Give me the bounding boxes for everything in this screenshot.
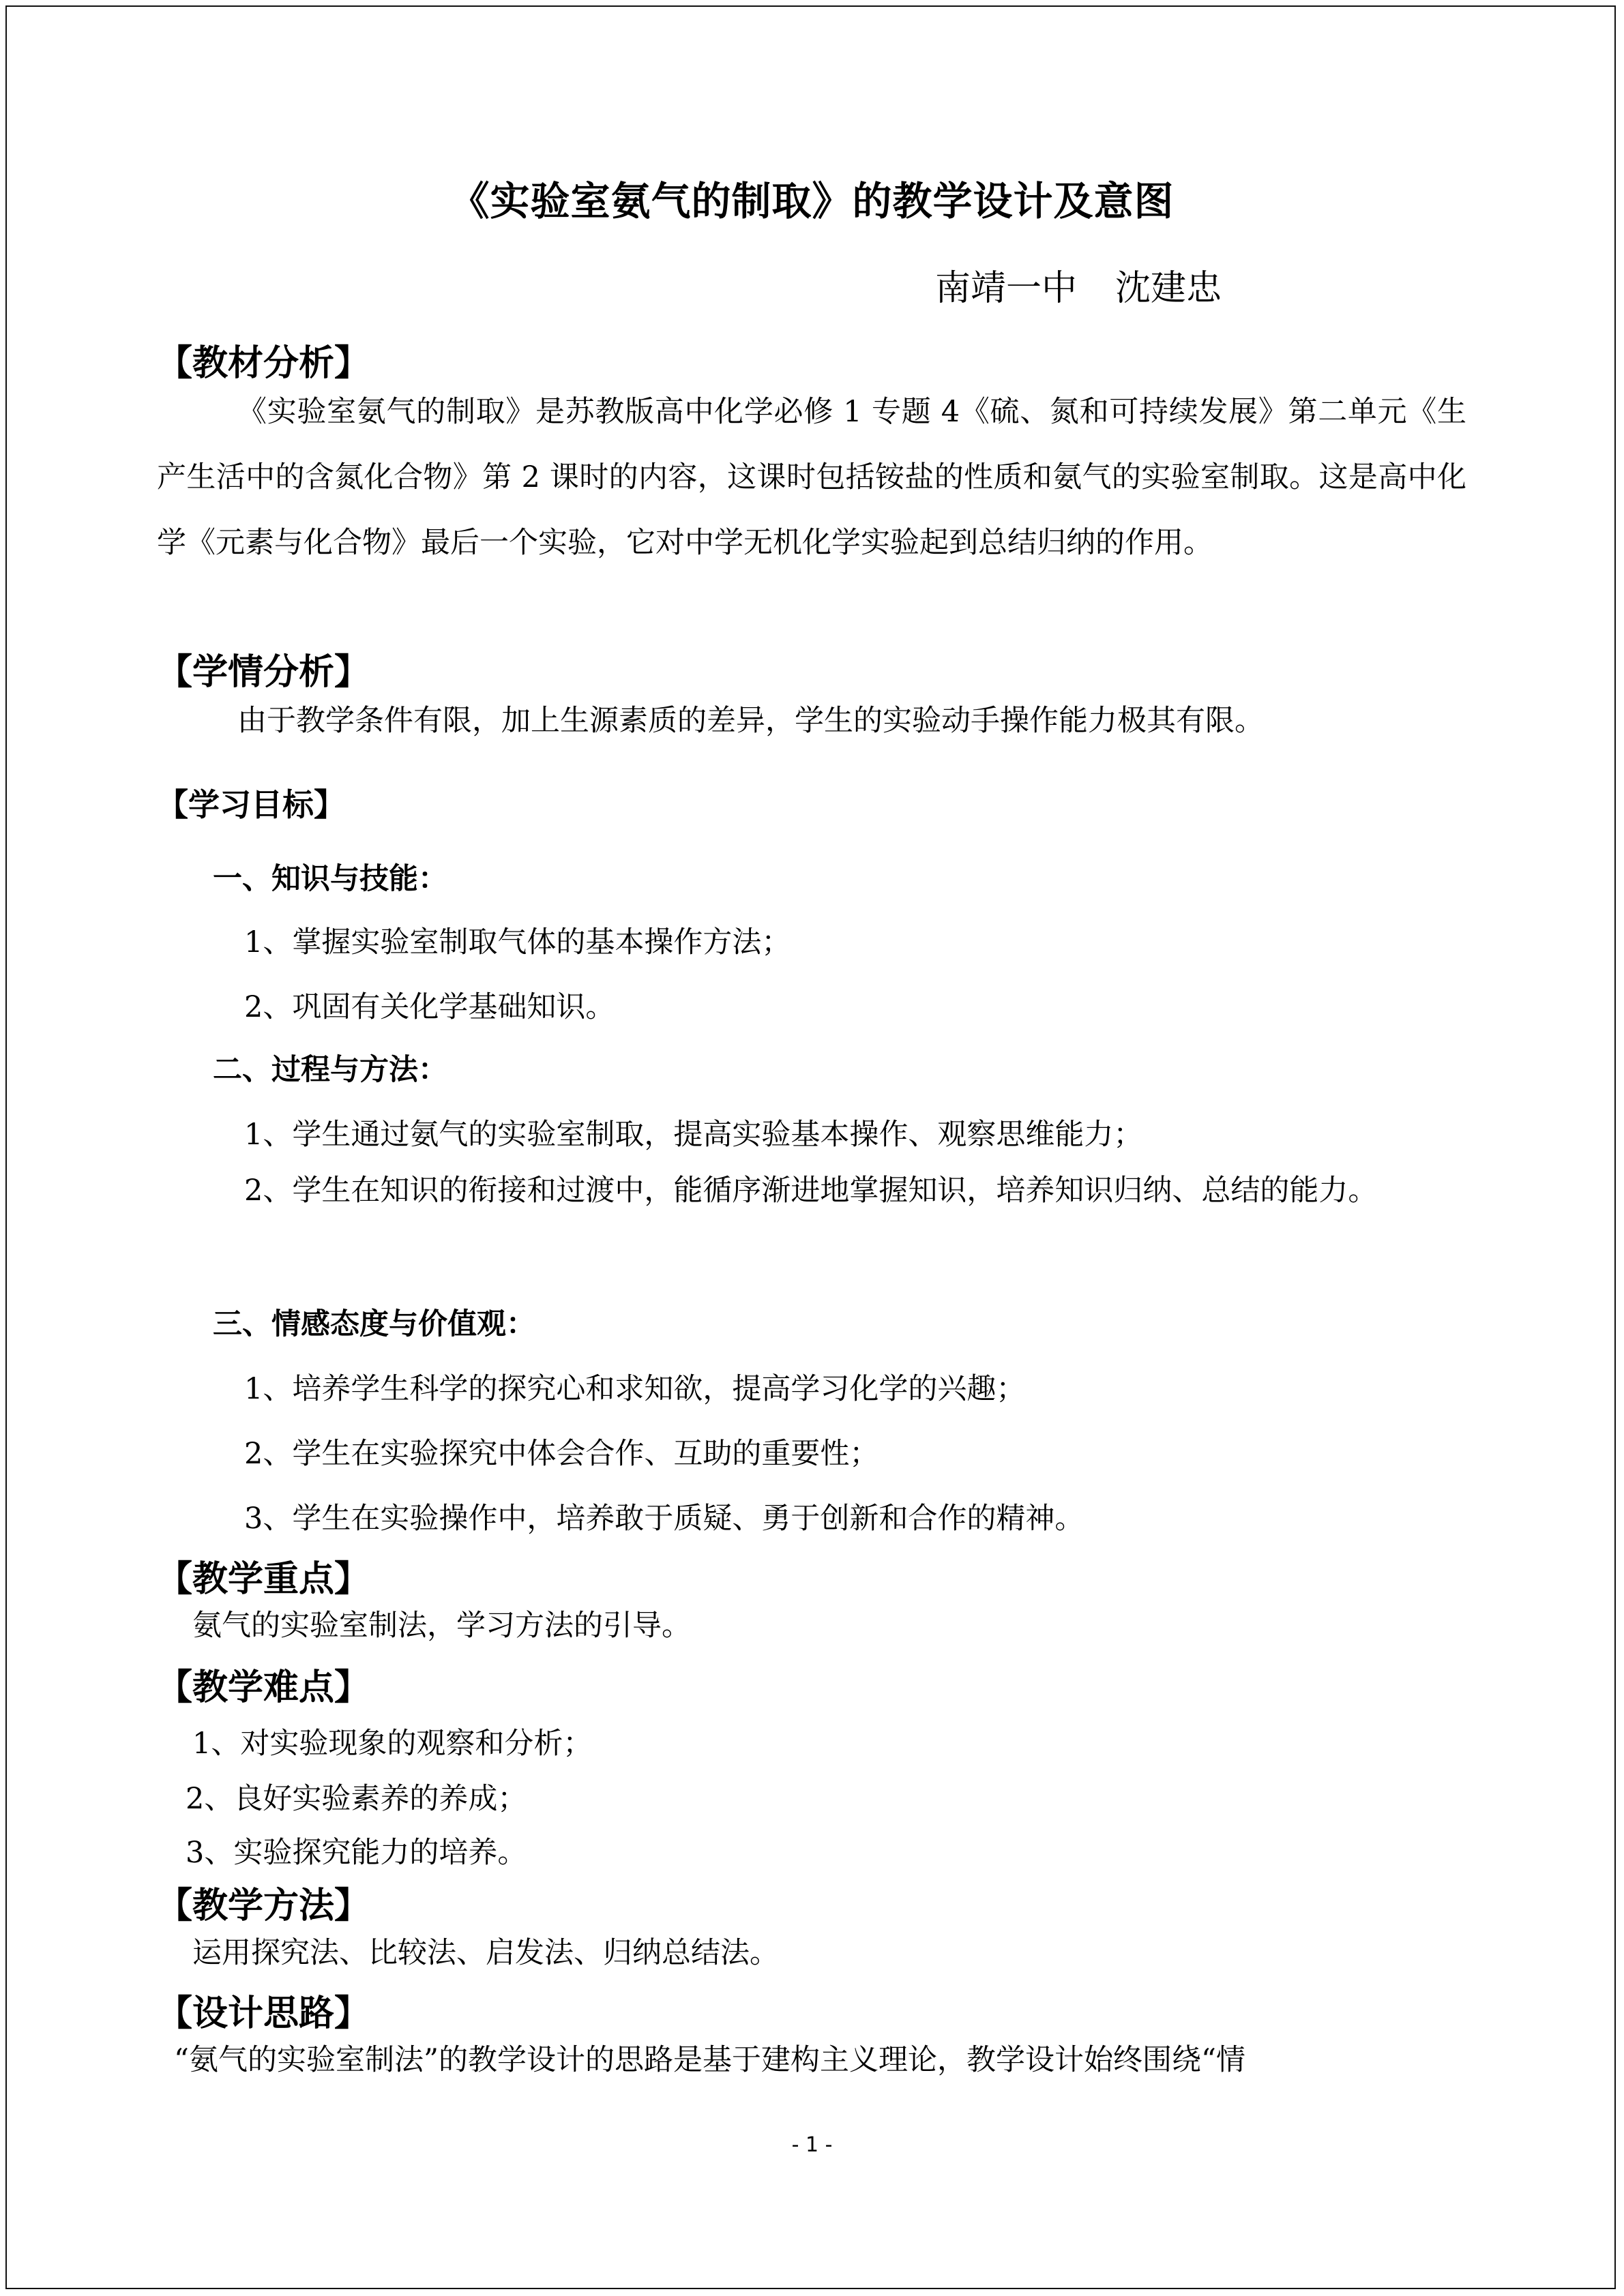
goal-emotion-item: 3、学生在实验操作中，培养敢于质疑、勇于创新和合作的精神。 bbox=[244, 1502, 1084, 1536]
goal-knowledge-item: 2、巩固有关化学基础知识。 bbox=[244, 990, 615, 1024]
author-line bbox=[935, 259, 1222, 310]
page-number: - 1 - bbox=[791, 2133, 833, 2157]
goal-process-item: 1、学生通过氨气的实验室制取，提高实验基本操作、观察思维能力； bbox=[244, 1118, 1143, 1152]
student-analysis-body: 由于教学条件有限，加上生源素质的差异，学生的实验动手操作能力极其有限。 bbox=[237, 704, 1264, 738]
section-heading-design: 【设计思路】 bbox=[157, 1993, 370, 2034]
design-body: “氨气的实验室制法”的教学设计的思路是基于建构主义理论，教学设计始终围绕“情 bbox=[174, 2043, 1245, 2077]
key-points-body: 氨气的实验室制法，学习方法的引导。 bbox=[192, 1609, 691, 1643]
difficulty-item: 2、良好实验素养的养成； bbox=[186, 1782, 527, 1816]
textbook-analysis-body: 《实验室氨气的制取》是苏教版高中化学必修 1 专题 4《硫、氮和可持续发展》第二单元《生产生活中的含氮化合物》第 2 课时的内容，这课时包括铵盐的性质和氨气的实验室制取。这是高中化学《元素与化合物》最后一个实验，它对中学无机化学实验起到总结归纳的作用。 bbox=[157, 395, 1466, 560]
goal-emotion-item: 1、培养学生科学的探究心和求知欲，提高学习化学的兴趣； bbox=[244, 1372, 1026, 1406]
goal-emotion-label: 三、情感态度与价值观： bbox=[213, 1307, 535, 1341]
document-title: 《实验室氨气的制取》的教学设计及意图 bbox=[449, 178, 1175, 224]
section-heading-key-points: 【教学重点】 bbox=[157, 1558, 370, 1600]
author-school: 南靖一中 bbox=[934, 268, 1077, 309]
section-heading-difficulties: 【教学难点】 bbox=[157, 1667, 370, 1708]
section-heading-textbook: 【教材分析】 bbox=[157, 342, 370, 384]
methods-body: 运用探究法、比较法、启发法、归纳总结法。 bbox=[192, 1936, 779, 1970]
section-heading-goals: 【学习目标】 bbox=[157, 786, 345, 823]
goal-knowledge-item: 1、掌握实验室制取气体的基本操作方法； bbox=[244, 925, 791, 959]
section-heading-students: 【学情分析】 bbox=[157, 651, 370, 693]
goal-knowledge-label: 一、知识与技能： bbox=[213, 862, 447, 896]
goal-process-item: 2、学生在知识的衔接和过渡中，能循序渐进地掌握知识，培养知识归纳、总结的能力。 bbox=[244, 1174, 1378, 1208]
difficulty-item: 3、实验探究能力的培养。 bbox=[186, 1836, 527, 1870]
goal-emotion-item: 2、学生在实验探究中体会合作、互助的重要性； bbox=[244, 1437, 879, 1471]
section-heading-methods: 【教学方法】 bbox=[157, 1885, 370, 1926]
author-name: 沈建忠 bbox=[1114, 268, 1222, 309]
difficulty-item: 1、对实验现象的观察和分析； bbox=[192, 1727, 593, 1761]
goal-process-label: 二、过程与方法： bbox=[213, 1053, 447, 1087]
